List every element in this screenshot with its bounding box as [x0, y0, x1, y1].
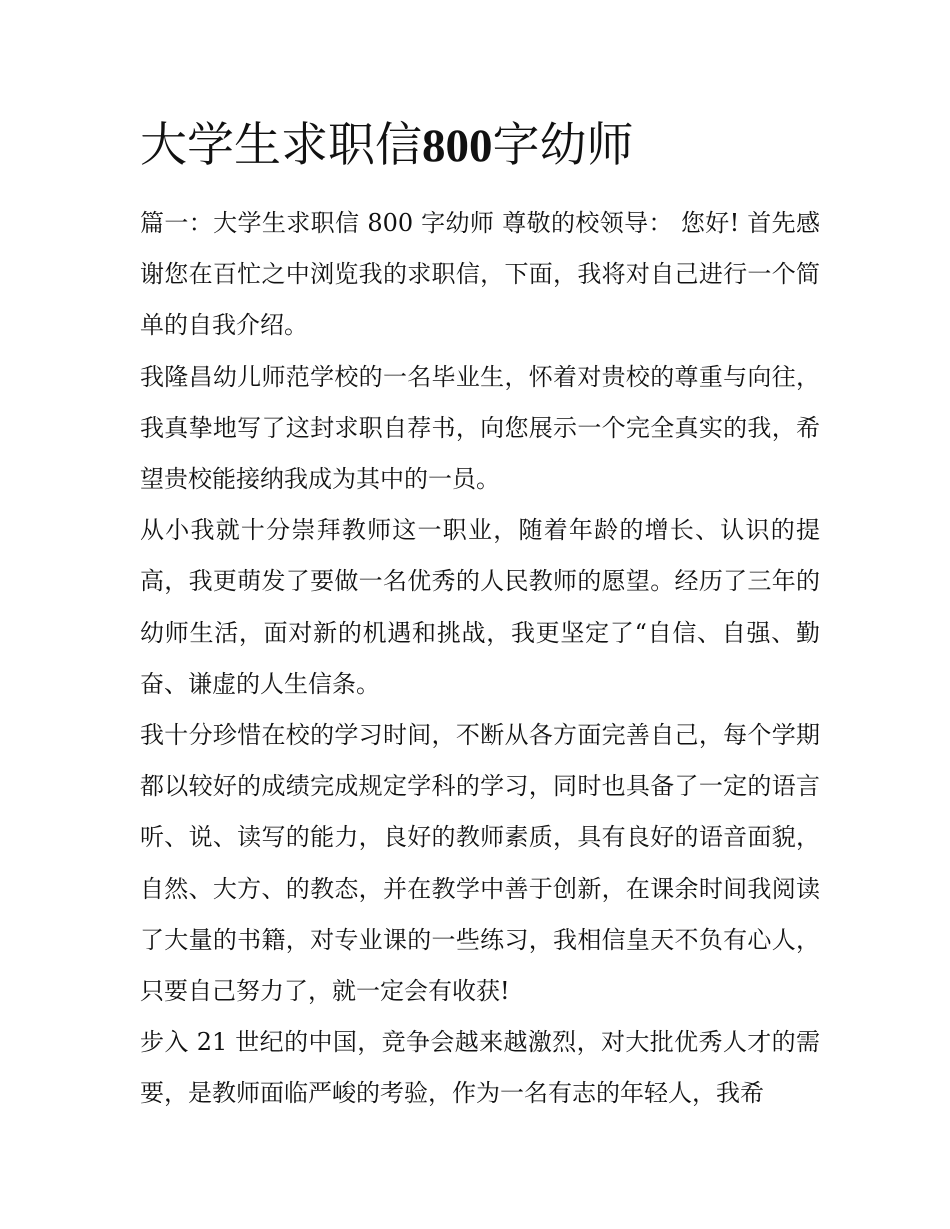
page-title	[140, 112, 840, 180]
title-number: 800	[422, 120, 493, 172]
title-suffix: 字幼师	[492, 118, 634, 173]
paragraph-aspiration: 从小我就十分崇拜教师这一职业，随着年龄的增长、认识的提高，我更萌发了要做一名优秀的人民教师的愿望。经历了三年的幼师生活，面对新的机遇和挑战，我更坚定了“自信、自强、勤奋、谦虚的人生信条。	[140, 516, 820, 698]
paragraph-greeting: 篇一：大学生求职信 800 字幼师 尊敬的校领导： 您好! 首先感谢您在百忙之中浏览我的求职信，下面，我将对自己进行一个简单的自我介绍。	[140, 209, 820, 340]
document-body	[140, 198, 820, 1120]
paragraph-future: 步入 21 世纪的中国，竞争会越来越激烈，对大批优秀人才的需要，是教师面临严峻的考验，作为一名有志的年轻人，我希	[140, 1028, 820, 1108]
paragraph-study: 我十分珍惜在校的学习时间，不断从各方面完善自己，每个学期都以较好的成绩完成规定学科的学习，同时也具备了一定的语言听、说、读写的能力，良好的教师素质，具有良好的语音面貌，自然、大方、的教态，并在教学中善于创新，在课余时间我阅读了大量的书籍，对专业课的一些练习，我相信皇天不负有心人，只要自己努力了，就一定会有收获!	[140, 721, 820, 1006]
title-prefix: 大学生求职信	[140, 118, 422, 173]
paragraph-introduction: 我隆昌幼儿师范学校的一名毕业生，怀着对贵校的尊重与向往，我真挚地写了这封求职自荐书，向您展示一个完全真实的我，希望贵校能接纳我成为其中的一员。	[140, 362, 820, 494]
